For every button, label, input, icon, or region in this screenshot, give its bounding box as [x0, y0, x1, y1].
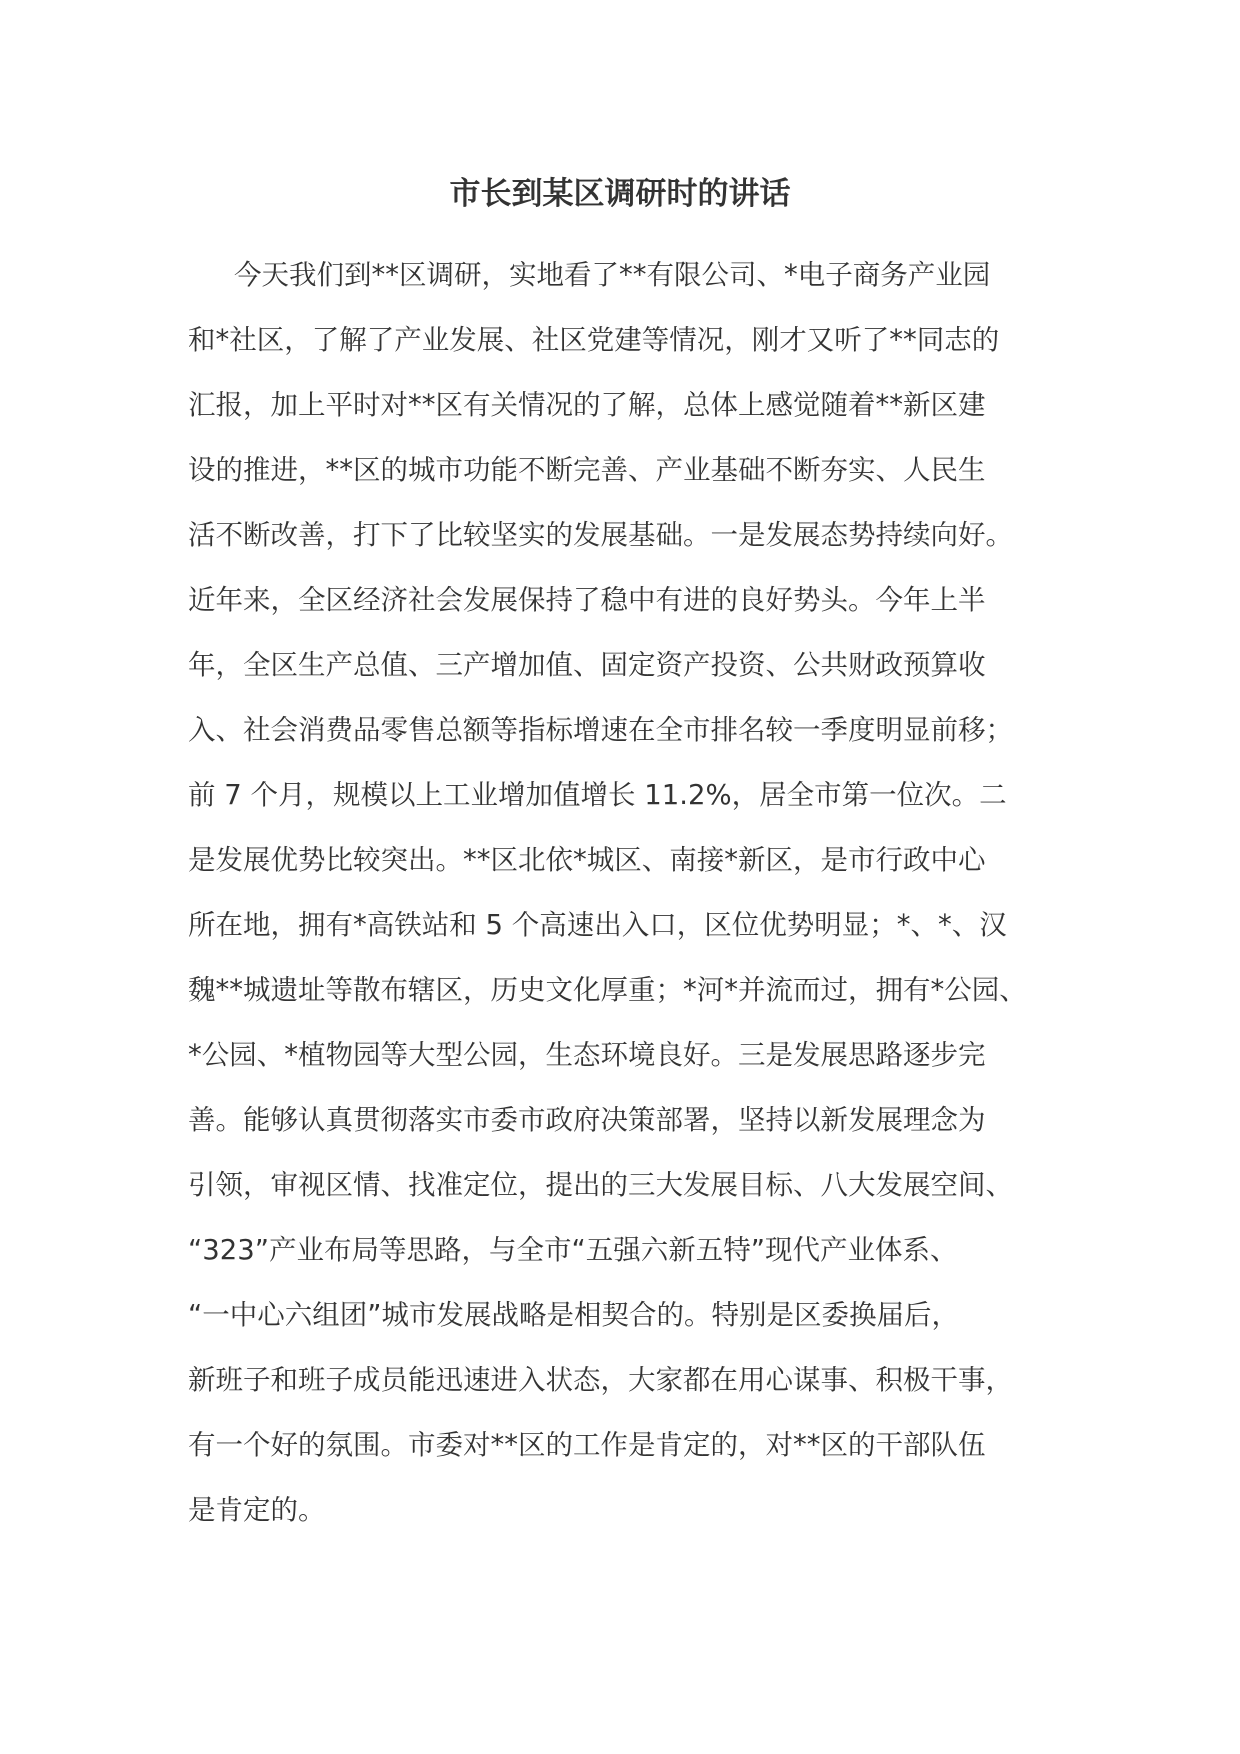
body-line: “一中心六组团”城市发展战略是相契合的。特别是区委换届后，: [188, 1299, 959, 1331]
body-line: 近年来，全区经济社会发展保持了稳中有进的良好势头。今年上半: [188, 584, 986, 616]
body-line: 前 7 个月，规模以上工业增加值增长 11.2%，居全市第一位次。二: [188, 779, 1007, 811]
document-body: [188, 253, 1088, 1553]
body-line: 活不断改善，打下了比较坚实的发展基础。一是发展态势持续向好。: [188, 519, 1013, 551]
document-title: 市长到某区调研时的讲话: [449, 176, 791, 212]
body-line: 年，全区生产总值、三产增加值、固定资产投资、公共财政预算收: [188, 649, 986, 681]
body-line: 善。能够认真贯彻落实市委市政府决策部署，坚持以新发展理念为: [188, 1104, 986, 1136]
body-line: 是肯定的。: [188, 1494, 326, 1526]
body-line: 新班子和班子成员能迅速进入状态，大家都在用心谋事、积极干事，: [188, 1364, 1013, 1396]
body-line: 有一个好的氛围。市委对**区的工作是肯定的，对**区的干部队伍: [188, 1429, 986, 1461]
body-line: 引领，审视区情、找准定位，提出的三大发展目标、八大发展空间、: [188, 1169, 1013, 1201]
body-line: 和*社区，了解了产业发展、社区党建等情况，刚才又听了**同志的: [188, 324, 1000, 356]
body-line: *公园、*植物园等大型公园，生态环境良好。三是发展思路逐步完: [188, 1039, 986, 1071]
body-line: “323”产业布局等思路，与全市“五强六新五特”现代产业体系、: [188, 1234, 958, 1266]
body-line: 入、社会消费品零售总额等指标增速在全市排名较一季度明显前移；: [188, 714, 1013, 746]
body-line: 所在地，拥有*高铁站和 5 个高速出入口，区位优势明显；*、*、汉: [188, 909, 1007, 941]
body-line: 设的推进，**区的城市功能不断完善、产业基础不断夯实、人民生: [188, 454, 986, 486]
body-line: 汇报，加上平时对**区有关情况的了解，总体上感觉随着**新区建: [188, 389, 986, 421]
body-line: 是发展优势比较突出。**区北依*城区、南接*新区，是市行政中心: [188, 844, 986, 876]
body-line: 魏**城遗址等散布辖区，历史文化厚重；*河*并流而过，拥有*公园、: [188, 974, 1027, 1006]
body-line: 今天我们到**区调研，实地看了**有限公司、*电子商务产业园: [234, 259, 991, 291]
